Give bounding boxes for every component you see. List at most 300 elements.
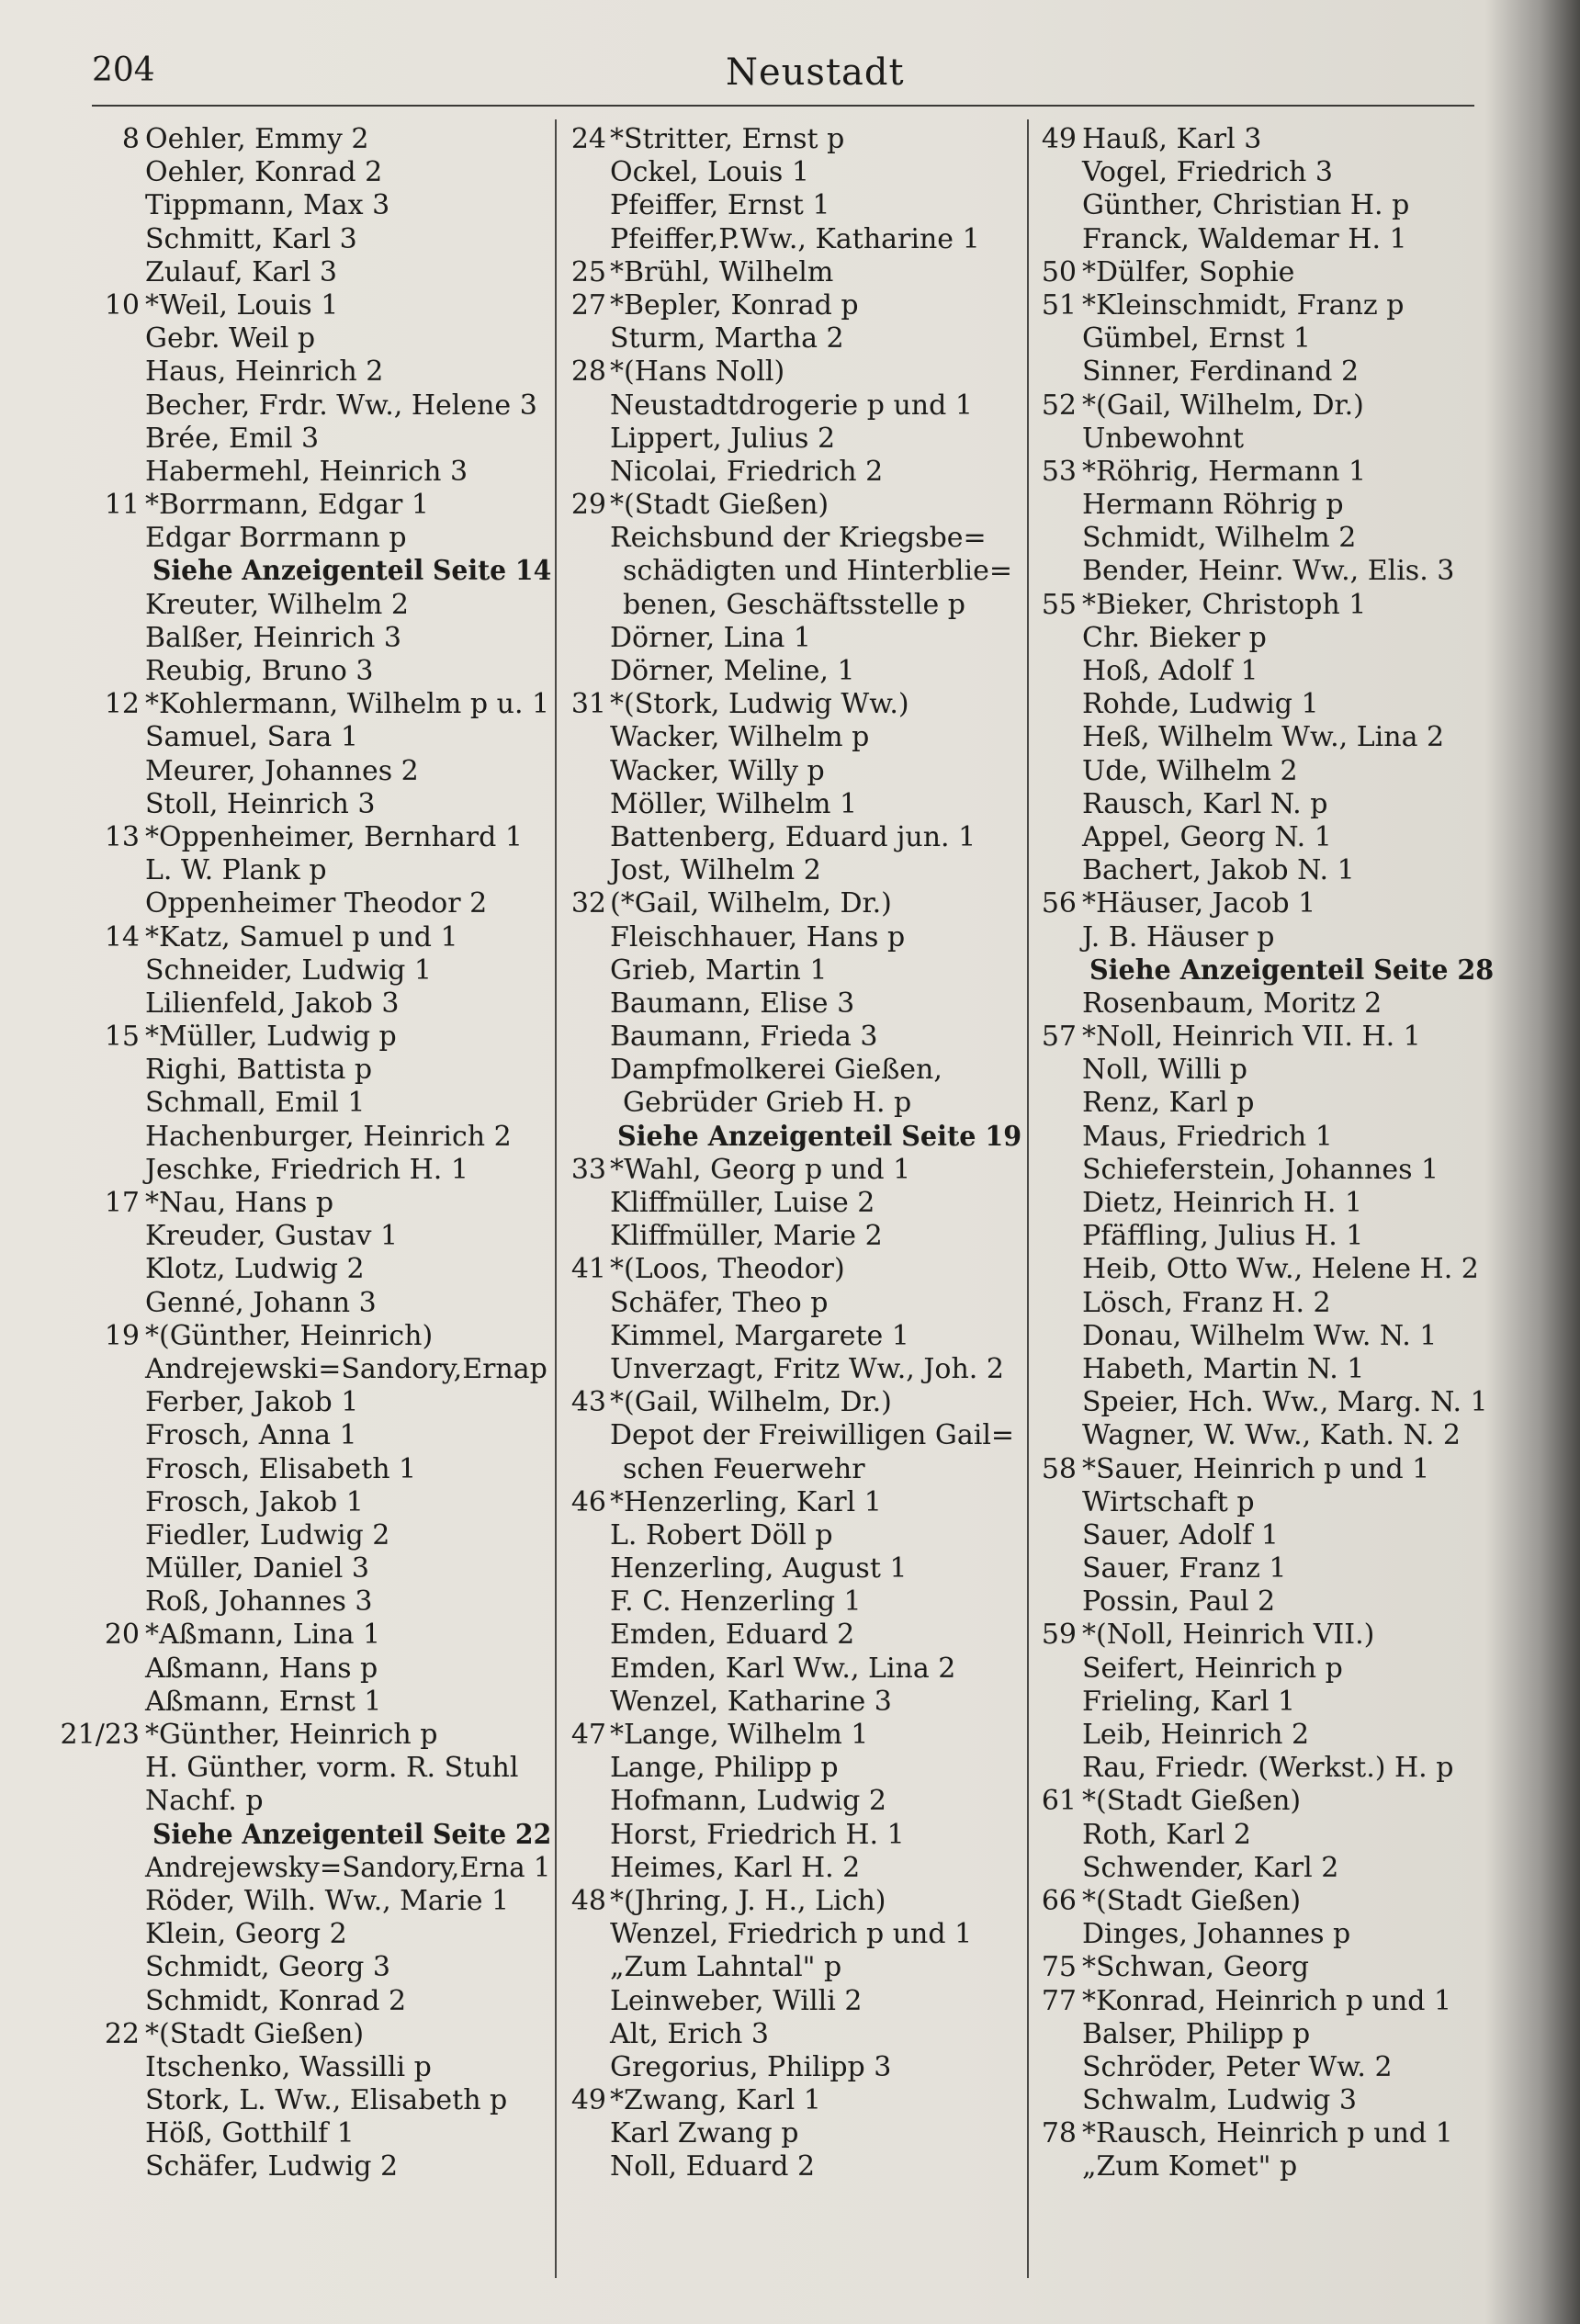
resident-entry: *(Stadt Gießen) <box>145 2017 365 2050</box>
house-number: 41 <box>570 1253 606 1286</box>
list-item <box>1034 1653 1494 1686</box>
resident-entry: Frosch, Elisabeth 1 <box>145 1452 417 1485</box>
list-item <box>92 1220 551 1253</box>
list-item <box>562 1486 1021 1519</box>
resident-entry: Unverzagt, Fritz Ww., Joh. 2 <box>610 1352 1004 1385</box>
resident-entry: *(Loos, Theodor) <box>610 1253 845 1286</box>
resident-entry: Horst, Friedrich H. 1 <box>610 1818 905 1851</box>
resident-entry: Heib, Otto Ww., Helene H. 2 <box>1082 1253 1479 1286</box>
resident-entry: Schieferstein, Johannes 1 <box>1082 1153 1439 1186</box>
house-number: 8 <box>121 123 140 155</box>
house-number: 22 <box>104 2017 140 2050</box>
resident-entry: Bender, Heinr. Ww., Elis. 3 <box>1082 555 1455 588</box>
resident-entry: Karl Zwang p <box>610 2117 799 2150</box>
resident-entry: Baumann, Frieda 3 <box>610 1021 878 1054</box>
list-item <box>92 1918 551 1951</box>
list-item <box>562 1253 1021 1286</box>
list-item <box>562 1220 1021 1253</box>
list-item <box>92 1951 551 1984</box>
list-item <box>92 2117 551 2150</box>
resident-entry: *(Günther, Heinrich) <box>145 1319 434 1352</box>
list-item <box>562 1852 1021 1885</box>
resident-entry: Röder, Wilh. Ww., Marie 1 <box>145 1884 510 1917</box>
resident-entry: Wagner, W. Ww., Kath. N. 2 <box>1082 1419 1461 1452</box>
header-rule <box>92 105 1474 107</box>
list-item <box>92 1187 551 1220</box>
resident-entry: Habermehl, Heinrich 3 <box>145 455 468 488</box>
list-item <box>92 1087 551 1120</box>
list-item <box>92 223 551 256</box>
resident-entry: *Günther, Heinrich p <box>145 1719 438 1751</box>
list-item <box>1034 289 1494 322</box>
resident-entry: *(Stadt Gießen) <box>610 489 830 522</box>
list-item <box>562 1619 1021 1652</box>
list-item <box>562 1585 1021 1619</box>
resident-entry: *Dülfer, Sophie <box>1082 255 1295 288</box>
list-item <box>1034 1054 1494 1087</box>
resident-entry: Pfeiffer,P.Ww., Katharine 1 <box>610 222 980 255</box>
resident-entry: Aßmann, Ernst 1 <box>145 1685 382 1718</box>
list-item <box>92 522 551 555</box>
resident-entry: Chr. Bieker p <box>1082 621 1267 654</box>
list-item <box>562 1154 1021 1187</box>
list-item <box>562 1287 1021 1320</box>
house-number: 66 <box>1041 1884 1077 1917</box>
list-item <box>1034 1187 1494 1220</box>
house-number: 11 <box>104 489 140 522</box>
resident-entry: Speier, Hch. Ww., Marg. N. 1 <box>1082 1386 1488 1419</box>
resident-entry: *(Stork, Ludwig Ww.) <box>610 688 909 721</box>
list-item <box>562 1918 1021 1951</box>
resident-entry: Möller, Wilhelm 1 <box>610 787 858 820</box>
list-item <box>562 2018 1021 2051</box>
resident-entry: Klein, Georg 2 <box>145 1918 347 1951</box>
house-number: 24 <box>570 123 606 155</box>
list-item <box>1034 921 1494 954</box>
list-item <box>1034 555 1494 588</box>
resident-entry: *Oppenheimer, Bernhard 1 <box>145 820 523 853</box>
resident-entry: Meurer, Johannes 2 <box>145 754 419 787</box>
list-item <box>1034 1951 1494 1984</box>
resident-entry: *Sauer, Heinrich p und 1 <box>1082 1452 1430 1485</box>
house-number: 10 <box>104 288 140 322</box>
resident-entry: Samuel, Sara 1 <box>145 721 358 754</box>
list-item <box>92 1021 551 1054</box>
list-item <box>562 1320 1021 1353</box>
resident-entry: Klotz, Ludwig 2 <box>145 1253 365 1286</box>
resident-entry: Heß, Wilhelm Ww., Lina 2 <box>1082 721 1445 754</box>
list-item <box>1034 1785 1494 1818</box>
list-item <box>1034 1021 1494 1054</box>
list-item <box>1034 655 1494 688</box>
house-number: 20 <box>104 1619 140 1652</box>
list-item <box>1034 156 1494 189</box>
resident-entry: Hoß, Adolf 1 <box>1082 655 1258 687</box>
column-divider <box>555 119 557 2278</box>
list-item <box>562 755 1021 788</box>
resident-entry: Grieb, Martin 1 <box>610 953 828 987</box>
list-item <box>562 456 1021 489</box>
list-item <box>562 688 1021 721</box>
resident-entry: Lösch, Franz H. 2 <box>1082 1286 1331 1319</box>
column-divider <box>1027 119 1029 2278</box>
resident-entry: *Noll, Heinrich VII. H. 1 <box>1082 1021 1421 1054</box>
resident-entry: *Aßmann, Lina 1 <box>145 1619 381 1652</box>
resident-entry: *(Gail, Wilhelm, Dr.) <box>1082 389 1364 422</box>
list-item <box>562 355 1021 389</box>
resident-entry: Noll, Willi p <box>1082 1054 1247 1087</box>
list-item <box>562 1453 1021 1486</box>
house-number: 58 <box>1041 1452 1077 1485</box>
resident-entry: Itschenko, Wassilli p <box>145 2050 432 2083</box>
resident-entry: Schmidt, Wilhelm 2 <box>1082 522 1357 555</box>
list-item <box>92 821 551 854</box>
list-item <box>1034 1686 1494 1719</box>
house-number: 12 <box>104 688 140 721</box>
resident-entry: Possin, Paul 2 <box>1082 1585 1276 1619</box>
list-item <box>92 954 551 987</box>
list-item <box>1034 522 1494 555</box>
list-item <box>92 1121 551 1154</box>
list-item <box>92 1785 551 1818</box>
resident-entry: Sturm, Martha 2 <box>610 322 844 355</box>
list-item <box>562 2117 1021 2150</box>
list-item <box>562 1121 1021 1154</box>
list-item <box>1034 223 1494 256</box>
list-item <box>1034 489 1494 522</box>
list-item <box>1034 1819 1494 1852</box>
list-item <box>562 1552 1021 1585</box>
resident-entry: L. Robert Döll p <box>610 1518 833 1551</box>
house-number: 55 <box>1041 588 1077 621</box>
house-number: 51 <box>1041 288 1077 322</box>
house-number: 25 <box>570 255 606 288</box>
list-item <box>562 389 1021 423</box>
resident-entry: Becher, Frdr. Ww., Helene 3 <box>145 389 537 422</box>
list-item <box>562 821 1021 854</box>
list-item <box>562 1353 1021 1386</box>
list-item <box>1034 1121 1494 1154</box>
list-item <box>92 1253 551 1286</box>
list-item <box>1034 2150 1494 2183</box>
list-item <box>92 1619 551 1652</box>
resident-entry: Haus, Heinrich 2 <box>145 355 384 389</box>
house-number: 53 <box>1041 455 1077 488</box>
list-item <box>92 1653 551 1686</box>
list-item <box>562 1719 1021 1752</box>
resident-entry: Hachenburger, Heinrich 2 <box>145 1120 512 1153</box>
list-item <box>1034 1918 1494 1951</box>
house-number: 17 <box>104 1187 140 1219</box>
list-item <box>92 854 551 887</box>
list-item <box>1034 688 1494 721</box>
list-item <box>92 1486 551 1519</box>
resident-entry: Alt, Erich 3 <box>610 2017 769 2050</box>
list-item <box>92 322 551 355</box>
list-item <box>1034 1619 1494 1652</box>
resident-entry: Ude, Wilhelm 2 <box>1082 754 1298 787</box>
resident-entry: Kliffmüller, Marie 2 <box>610 1220 883 1253</box>
list-item <box>92 921 551 954</box>
resident-entry: Kliffmüller, Luise 2 <box>610 1187 875 1219</box>
house-number: 15 <box>104 1021 140 1054</box>
list-item <box>92 156 551 189</box>
resident-entry: Stork, L. Ww., Elisabeth p <box>145 2084 508 2117</box>
list-item <box>562 655 1021 688</box>
resident-entry: *Nau, Hans p <box>145 1187 334 1219</box>
list-item <box>1034 2117 1494 2150</box>
list-item <box>92 688 551 721</box>
list-item <box>92 1985 551 2018</box>
list-item <box>562 2150 1021 2183</box>
resident-entry: Nicolai, Friedrich 2 <box>610 455 884 488</box>
house-number: 57 <box>1041 1021 1077 1054</box>
resident-entry: „Zum Lahntal" p <box>610 1951 842 1984</box>
list-item <box>92 2084 551 2117</box>
list-item <box>1034 1519 1494 1552</box>
resident-entry: Ferber, Jakob 1 <box>145 1386 359 1419</box>
list-item <box>562 921 1021 954</box>
list-item <box>562 1386 1021 1419</box>
house-number: 47 <box>570 1719 606 1751</box>
resident-entry: Kimmel, Margarete 1 <box>610 1319 909 1352</box>
house-number: 59 <box>1041 1619 1077 1652</box>
list-item <box>1034 721 1494 754</box>
house-number: 32 <box>570 887 606 920</box>
resident-entry: Hauß, Karl 3 <box>1082 123 1262 155</box>
list-item <box>92 721 551 754</box>
resident-entry: Gregorius, Philipp 3 <box>610 2050 892 2083</box>
list-item <box>92 256 551 289</box>
ad-reference: Siehe Anzeigenteil Seite 19 <box>617 1120 1022 1153</box>
list-item <box>92 2150 551 2183</box>
resident-entry: Depot der Freiwilligen Gail= <box>610 1419 1015 1452</box>
list-item <box>92 655 551 688</box>
resident-entry: Schwender, Karl 2 <box>1082 1851 1339 1884</box>
list-item <box>1034 423 1494 456</box>
house-number: 52 <box>1041 389 1077 422</box>
list-item <box>562 1653 1021 1686</box>
resident-entry: *Katz, Samuel p und 1 <box>145 920 458 953</box>
house-number: 33 <box>570 1153 606 1186</box>
list-item <box>562 555 1021 588</box>
resident-entry: Dietz, Heinrich H. 1 <box>1082 1187 1363 1219</box>
house-number: 19 <box>104 1319 140 1352</box>
resident-entry: Aßmann, Hans p <box>145 1652 378 1685</box>
resident-entry: Balßer, Heinrich 3 <box>145 621 401 654</box>
resident-entry: Sauer, Adolf 1 <box>1082 1518 1279 1551</box>
list-item <box>92 123 551 156</box>
list-item <box>92 755 551 788</box>
resident-entry: Schröder, Peter Ww. 2 <box>1082 2050 1393 2083</box>
page-number: 204 <box>92 51 155 89</box>
list-item <box>1034 1585 1494 1619</box>
ad-reference: Siehe Anzeigenteil Seite 14 <box>152 555 552 588</box>
resident-entry: Wenzel, Katharine 3 <box>610 1685 892 1718</box>
list-item <box>1034 2051 1494 2084</box>
list-item <box>562 156 1021 189</box>
list-item <box>92 1386 551 1419</box>
resident-entry: *Müller, Ludwig p <box>145 1021 397 1054</box>
list-item <box>92 1054 551 1087</box>
resident-entry: Wenzel, Friedrich p und 1 <box>610 1918 973 1951</box>
resident-entry: Edgar Borrmann p <box>145 522 407 555</box>
list-item <box>92 1552 551 1585</box>
list-item <box>1034 821 1494 854</box>
list-item <box>1034 189 1494 222</box>
list-item <box>1034 2084 1494 2117</box>
list-item <box>562 2051 1021 2084</box>
resident-entry: Reubig, Bruno 3 <box>145 655 374 687</box>
list-item <box>562 223 1021 256</box>
list-item <box>562 2084 1021 2117</box>
resident-entry: Andrejewski=Sandory,Ernap <box>145 1352 547 1385</box>
list-item <box>92 1686 551 1719</box>
resident-entry: Hofmann, Ludwig 2 <box>610 1785 886 1818</box>
list-item <box>92 2051 551 2084</box>
resident-entry: Rosenbaum, Moritz 2 <box>1082 987 1382 1020</box>
house-number: 13 <box>104 820 140 853</box>
list-item <box>92 1752 551 1785</box>
resident-entry: Schneider, Ludwig 1 <box>145 953 432 987</box>
list-item <box>60 1719 551 1752</box>
list-item <box>562 721 1021 754</box>
list-item <box>92 355 551 389</box>
resident-entry: *Henzerling, Karl 1 <box>610 1485 882 1518</box>
resident-entry: Wirtschaft p <box>1082 1485 1255 1518</box>
resident-entry: *Stritter, Ernst p <box>610 123 845 155</box>
resident-entry: schädigten und Hinterblie= <box>623 555 1012 588</box>
resident-entry: Battenberg, Eduard jun. 1 <box>610 820 976 853</box>
list-item <box>1034 1220 1494 1253</box>
list-item <box>1034 2018 1494 2051</box>
resident-entry: Schmidt, Konrad 2 <box>145 1984 407 2017</box>
house-number: 49 <box>1041 123 1077 155</box>
list-item <box>1034 389 1494 423</box>
column-1 <box>60 123 552 2184</box>
list-item <box>1034 456 1494 489</box>
resident-entry: *(Noll, Heinrich VII.) <box>1082 1619 1375 1652</box>
list-item <box>1034 954 1494 987</box>
list-item <box>562 887 1021 920</box>
resident-entry: *Rausch, Heinrich p und 1 <box>1082 2117 1453 2150</box>
resident-entry: Genné, Johann 3 <box>145 1286 377 1319</box>
resident-entry: Noll, Eduard 2 <box>610 2150 816 2183</box>
list-item <box>562 1819 1021 1852</box>
resident-entry: Stoll, Heinrich 3 <box>145 787 376 820</box>
resident-entry: Schwalm, Ludwig 3 <box>1082 2084 1357 2117</box>
list-item <box>92 1852 551 1885</box>
list-item <box>92 289 551 322</box>
resident-entry: Dampfmolkerei Gießen, <box>610 1054 942 1087</box>
list-item <box>92 1885 551 1918</box>
list-item <box>562 1785 1021 1818</box>
resident-entry: *Kohlermann, Wilhelm p u. 1 <box>145 688 550 721</box>
list-item <box>92 489 551 522</box>
list-item <box>1034 1287 1494 1320</box>
resident-entry: *(Stadt Gießen) <box>1082 1884 1302 1917</box>
resident-entry: Baumann, Elise 3 <box>610 987 855 1020</box>
resident-entry: Oppenheimer Theodor 2 <box>145 887 488 920</box>
resident-entry: Rohde, Ludwig 1 <box>1082 688 1319 721</box>
resident-entry: Pfeiffer, Ernst 1 <box>610 189 830 222</box>
list-item <box>1034 256 1494 289</box>
resident-entry: Pfäffling, Julius H. 1 <box>1082 1220 1364 1253</box>
list-item <box>1034 854 1494 887</box>
list-item <box>1034 1985 1494 2018</box>
house-number: 78 <box>1041 2117 1077 2150</box>
resident-entry: F. C. Henzerling 1 <box>610 1585 862 1619</box>
list-item <box>562 189 1021 222</box>
resident-entry: Unbewohnt <box>1082 422 1245 455</box>
list-item <box>1034 1552 1494 1585</box>
list-item <box>1034 1087 1494 1120</box>
house-number: 48 <box>570 1884 606 1917</box>
resident-entry: Frosch, Jakob 1 <box>145 1485 364 1518</box>
ad-reference: Siehe Anzeigenteil Seite 28 <box>1089 953 1495 987</box>
list-item <box>92 1320 551 1353</box>
resident-entry: Müller, Daniel 3 <box>145 1552 369 1585</box>
resident-entry: Günther, Christian H. p <box>1082 189 1410 222</box>
resident-entry: *(Gail, Wilhelm, Dr.) <box>610 1386 892 1419</box>
list-item <box>562 1686 1021 1719</box>
resident-entry: Habeth, Martin N. 1 <box>1082 1352 1365 1385</box>
house-number: 43 <box>570 1386 606 1419</box>
list-item <box>92 555 551 588</box>
resident-entry: Dinges, Johannes p <box>1082 1918 1351 1951</box>
resident-entry: Lange, Philipp p <box>610 1752 839 1785</box>
list-item <box>1034 1419 1494 1452</box>
resident-entry: Jeschke, Friedrich H. 1 <box>145 1153 468 1186</box>
resident-entry: Schäfer, Theo p <box>610 1286 829 1319</box>
resident-entry: Dörner, Meline, 1 <box>610 655 855 687</box>
list-item <box>562 123 1021 156</box>
list-item <box>562 987 1021 1021</box>
resident-entry: H. Günther, vorm. R. Stuhl <box>145 1752 519 1785</box>
resident-entry: Emden, Eduard 2 <box>610 1619 855 1652</box>
page-title: Neustadt <box>726 51 905 94</box>
resident-entry: Leinweber, Willi 2 <box>610 1984 863 2017</box>
resident-entry: Rausch, Karl N. p <box>1082 787 1328 820</box>
list-item <box>92 788 551 821</box>
list-item <box>1034 1320 1494 1353</box>
list-item <box>92 1287 551 1320</box>
house-number: 75 <box>1041 1951 1077 1984</box>
list-item <box>1034 788 1494 821</box>
list-item <box>92 1585 551 1619</box>
resident-entry: *Lange, Wilhelm 1 <box>610 1719 869 1751</box>
resident-entry: Henzerling, August 1 <box>610 1552 908 1585</box>
resident-entry: Jost, Wilhelm 2 <box>610 854 821 887</box>
resident-entry: Andrejewsky=Sandory,Erna 1 <box>145 1851 551 1884</box>
list-item <box>1034 322 1494 355</box>
resident-entry: Kreuder, Gustav 1 <box>145 1220 399 1253</box>
list-item <box>1034 1253 1494 1286</box>
resident-entry: Vogel, Friedrich 3 <box>1082 156 1333 189</box>
resident-entry: Gümbel, Ernst 1 <box>1082 322 1311 355</box>
resident-entry: Balser, Philipp p <box>1082 2017 1311 2050</box>
resident-entry: *Häuser, Jacob 1 <box>1082 887 1316 920</box>
list-item <box>1034 887 1494 920</box>
resident-entry: Renz, Karl p <box>1082 1087 1255 1120</box>
resident-entry: *Bepler, Konrad p <box>610 288 859 322</box>
resident-entry: Roß, Johannes 3 <box>145 1585 373 1619</box>
resident-entry: Schmall, Emil 1 <box>145 1087 366 1120</box>
list-item <box>562 1519 1021 1552</box>
resident-entry: Lilienfeld, Jakob 3 <box>145 987 400 1020</box>
list-item <box>92 2018 551 2051</box>
list-item <box>1034 1852 1494 1885</box>
